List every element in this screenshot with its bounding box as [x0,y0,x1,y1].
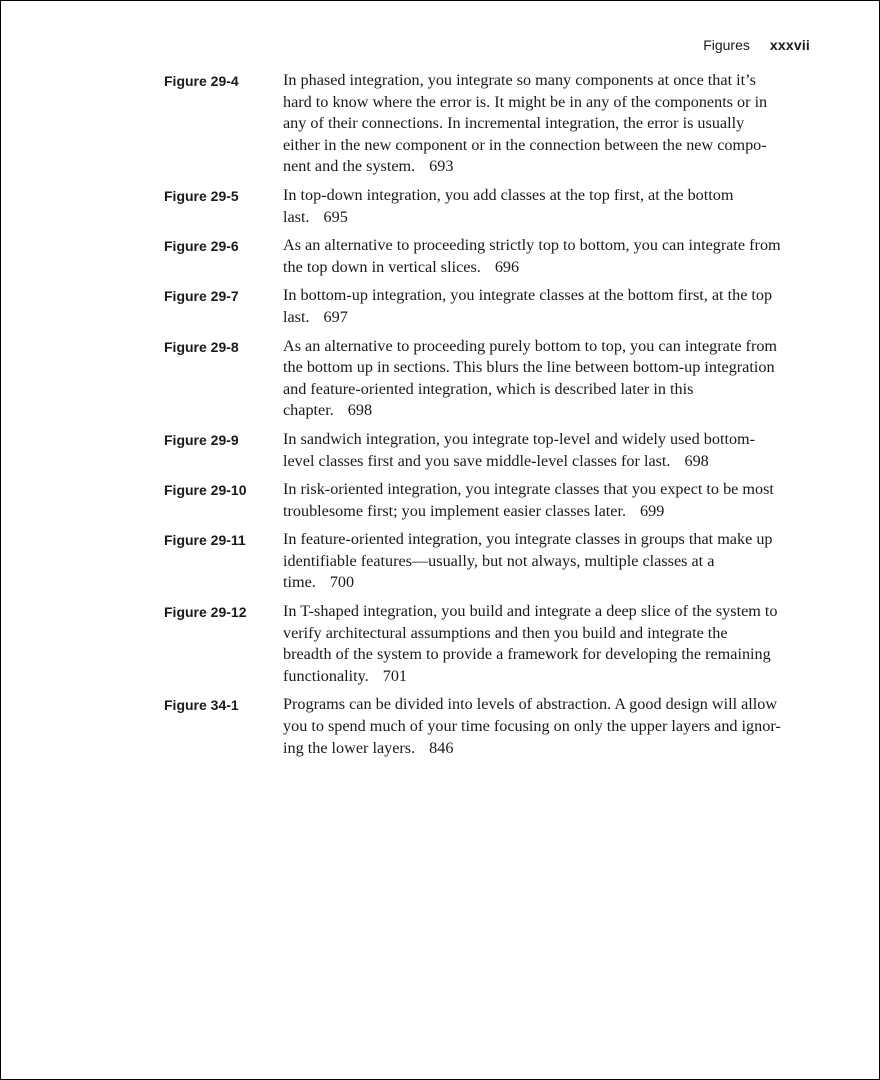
figure-caption [283,529,812,594]
caption-line [283,666,812,688]
caption-text: verify architectural assumptions and then you build and integrate the [283,623,728,642]
figure-entry [164,235,812,278]
caption-line [283,451,812,473]
caption-line [283,235,812,257]
caption-line [283,429,812,451]
figure-entry [164,601,812,687]
caption-line [283,113,812,135]
figure-caption [283,479,812,522]
caption-line [283,501,812,523]
caption-text: In risk-oriented integration, you integrate classes that you expect to be most [283,480,774,499]
figure-entry [164,285,812,328]
caption-line [283,479,812,501]
figure-caption [283,601,812,687]
list-of-figures [164,70,812,766]
figure-entry [164,694,812,759]
caption-line [283,694,812,716]
figure-page-number: 696 [494,257,520,276]
caption-text: hard to know where the error is. It might be in any of the components or in [283,92,768,111]
figure-caption [283,185,812,228]
caption-line [283,379,812,401]
caption-text: identifiable features—usually, but not always, multiple classes at a [283,551,715,570]
caption-line [283,257,812,279]
page-number: xxxvii [769,37,810,53]
figure-page-number: 846 [429,738,454,757]
caption-line [283,601,812,623]
figure-label: Figure 29-5 [164,187,239,204]
caption-line [283,644,812,666]
caption-line [283,70,812,92]
caption-text: nent and the system. [283,157,416,176]
caption-text: functionality. [283,666,369,685]
caption-text: troublesome first; you implement easier classes later. [283,501,626,520]
caption-line [283,336,812,358]
figure-caption [283,235,812,278]
caption-line [283,623,812,645]
caption-line [283,716,812,738]
figure-entry [164,479,812,522]
caption-line [283,285,812,307]
caption-text: last. [283,307,310,326]
caption-line [283,135,812,157]
figure-entry [164,529,812,594]
caption-text: As an alternative to proceeding strictly top to bottom, you can integrate from [283,236,781,255]
running-header-section: Figures [703,37,750,53]
caption-text: the top down in vertical slices. [283,257,481,276]
caption-line [283,307,812,329]
figure-entry [164,185,812,228]
figure-label: Figure 29-9 [164,431,239,448]
caption-line [283,357,812,379]
caption-text: In feature-oriented integration, you integrate classes in groups that make up [283,530,773,549]
caption-line [283,551,812,573]
caption-text: either in the new component or in the connection between the new compo- [283,135,767,154]
caption-line [283,92,812,114]
caption-line [283,529,812,551]
figure-page-number: 698 [347,401,373,420]
figure-entry [164,70,812,178]
figure-label: Figure 29-11 [164,532,246,549]
figure-caption [283,285,812,328]
figure-label: Figure 29-12 [164,604,247,621]
figure-caption [283,336,812,422]
caption-text: ing the lower layers. [283,738,416,757]
figure-page-number: 699 [640,501,665,520]
figure-entry [164,429,812,472]
figure-page-number: 698 [684,451,709,470]
caption-text: you to spend much of your time focusing on only the upper layers and ignor- [283,717,781,736]
figure-label: Figure 29-7 [164,288,239,305]
caption-line [283,738,812,760]
caption-line [283,400,812,422]
caption-text: breadth of the system to provide a framework for developing the remaining [283,645,771,664]
figure-label: Figure 29-6 [164,238,239,255]
caption-text: Programs can be divided into levels of abstraction. A good design will allow [283,695,778,714]
figure-page-number: 693 [429,157,454,176]
running-header [703,37,810,53]
caption-text: In bottom-up integration, you integrate classes at the bottom first, at the top [283,286,773,305]
figure-page-number: 697 [323,307,348,326]
figure-label: Figure 29-10 [164,482,247,499]
caption-line [283,207,812,229]
caption-text: the bottom up in sections. This blurs the line between bottom-up integration [283,358,775,377]
figure-page-number: 700 [329,573,355,592]
caption-text: As an alternative to proceeding purely bottom to top, you can integrate from [283,336,778,355]
caption-text: time. [283,573,316,592]
figure-entry [164,336,812,422]
figure-caption [283,694,812,759]
caption-text: level classes first and you save middle-level classes for last. [283,451,671,470]
caption-text: chapter. [283,401,334,420]
caption-text: and feature-oriented integration, which is described later in this [283,379,694,398]
caption-text: In phased integration, you integrate so many components at once that it’s [283,71,756,89]
caption-text: In sandwich integration, you integrate top-level and widely used bottom- [283,429,756,448]
caption-line [283,156,812,178]
figure-label: Figure 29-8 [164,338,239,355]
caption-text: last. [283,207,310,226]
figure-caption [283,70,812,178]
caption-line [283,572,812,594]
figure-page-number: 701 [382,666,407,685]
caption-line [283,185,812,207]
figure-caption [283,429,812,472]
figure-label: Figure 29-4 [164,73,239,89]
caption-text: In T-shaped integration, you build and integrate a deep slice of the system to [283,602,778,621]
caption-text: any of their connections. In incremental integration, the error is usually [283,114,745,133]
caption-text: In top-down integration, you add classes at the top first, at the bottom [283,185,734,204]
figure-label: Figure 34-1 [164,697,239,714]
figure-page-number: 695 [323,207,348,226]
